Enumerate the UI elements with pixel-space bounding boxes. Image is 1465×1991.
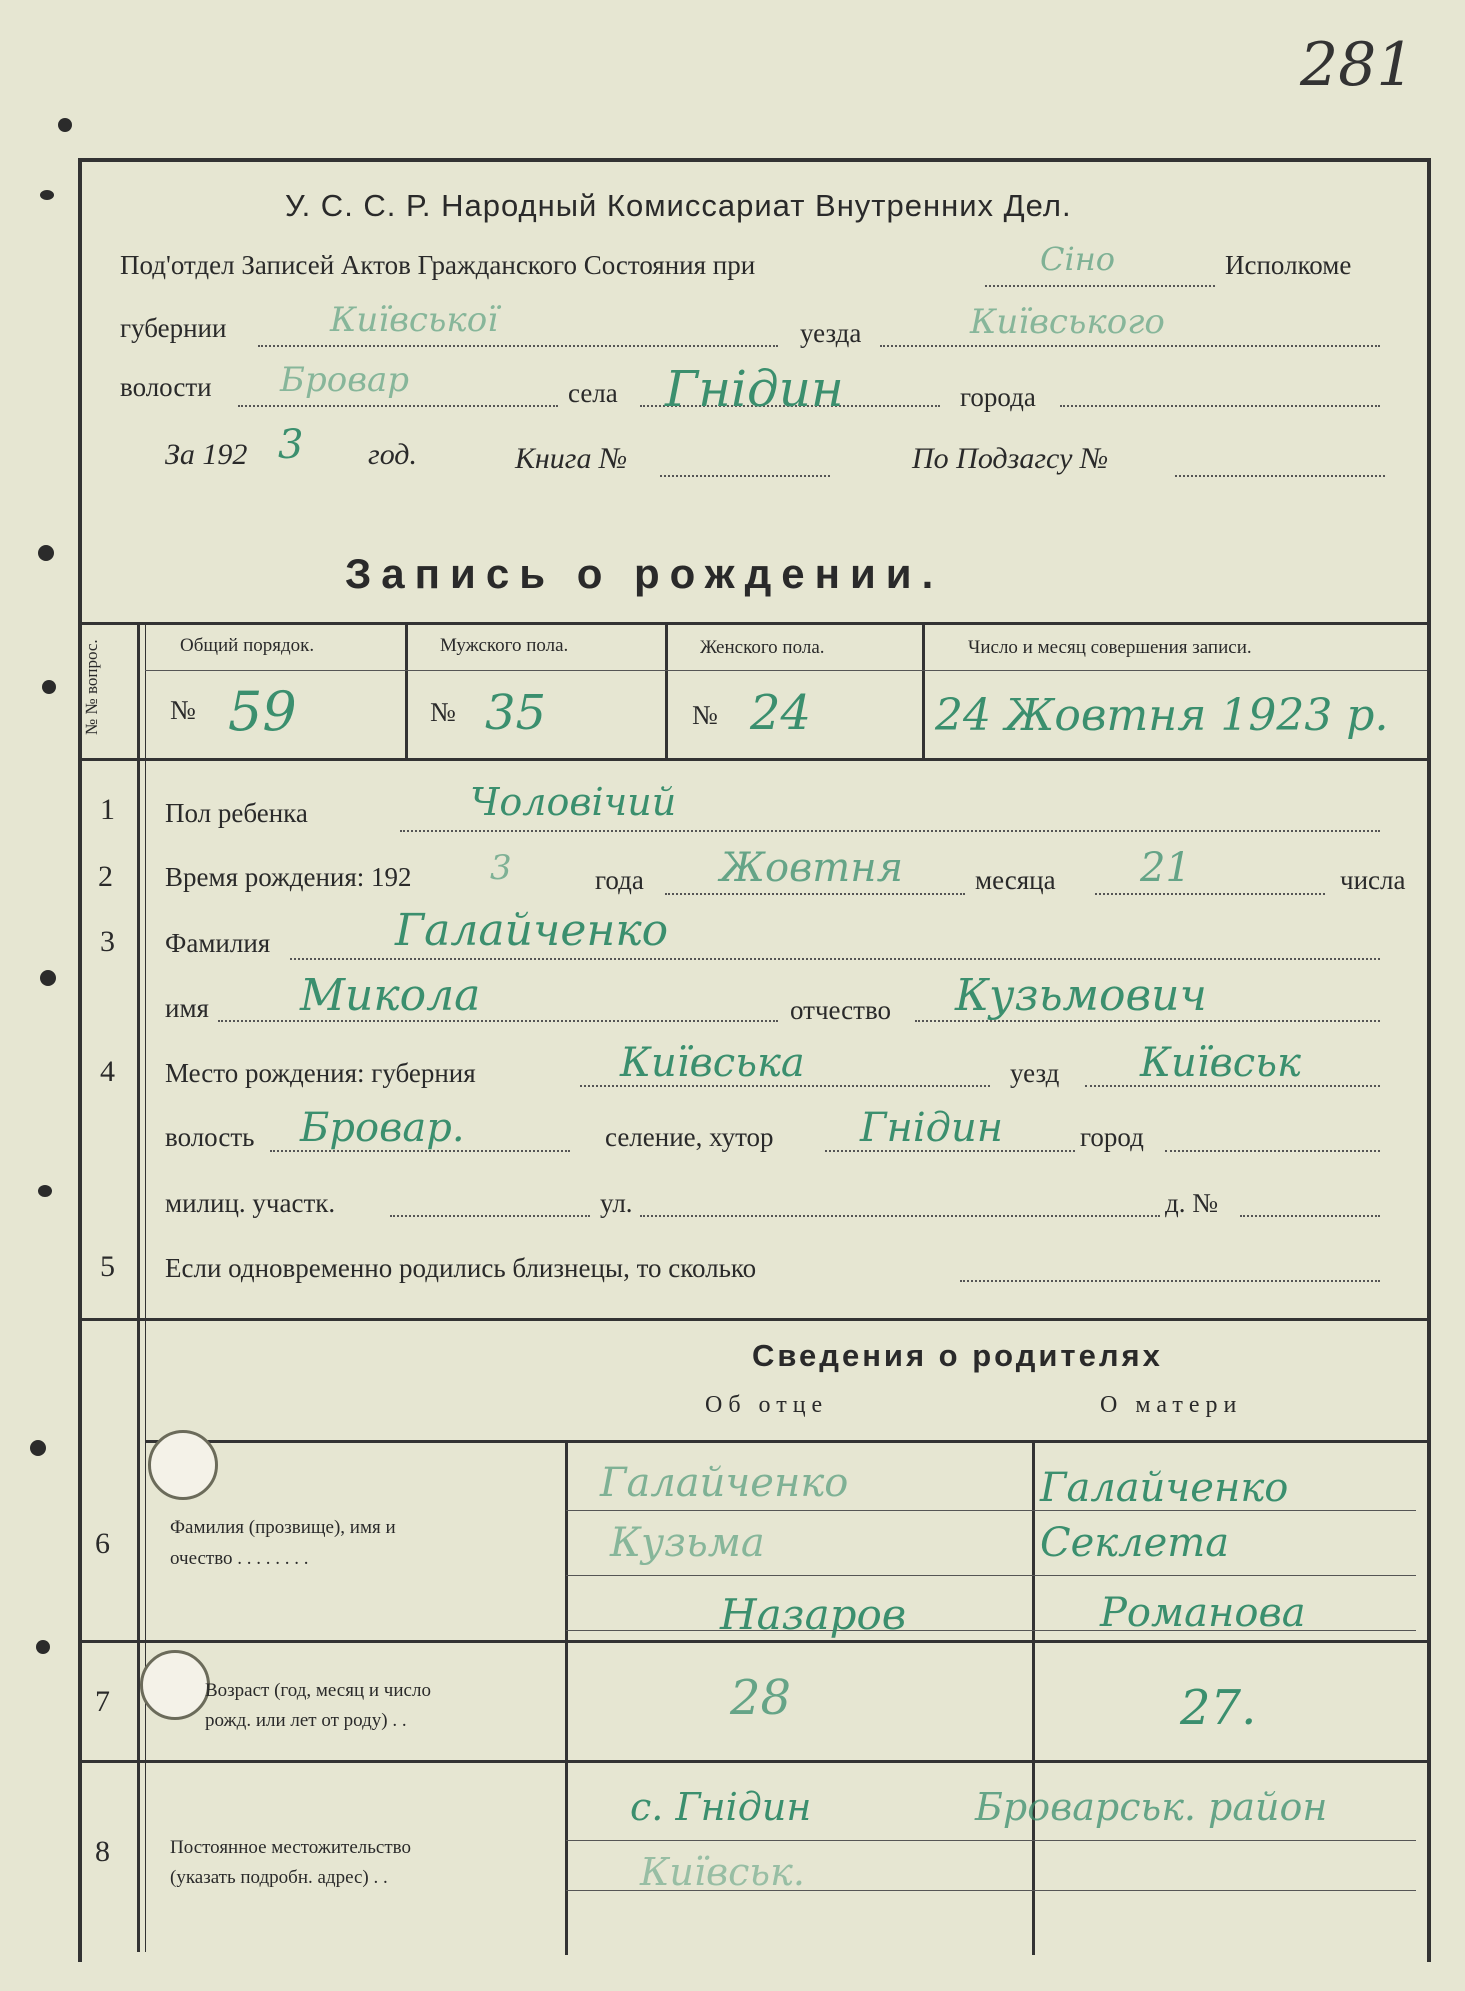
q3-familia: Фамилия (165, 928, 271, 958)
uezd-label: уезда (800, 318, 862, 348)
q5-label: Если одновременно родились близнецы, то сколько (165, 1253, 757, 1283)
selo-label: села (568, 378, 618, 408)
birth-uezd: Київськ (1140, 1040, 1301, 1086)
binder-hole (38, 545, 54, 561)
q4-number: 4 (100, 1055, 115, 1088)
father-address-1: с. Гнідин (630, 1785, 812, 1829)
q4-milic-label: милиц. участк. (165, 1188, 336, 1218)
mother-header: О матери (1100, 1392, 1243, 1418)
father-patronymic: Назаров (720, 1590, 907, 1639)
child-surname: Галайченко (395, 905, 669, 956)
hw-guberniya: Київської (330, 300, 499, 340)
q5-number: 5 (100, 1250, 115, 1283)
punch-hole (148, 1430, 218, 1500)
hw-selo: Гнідин (665, 360, 844, 418)
year-label: За 192 (165, 438, 248, 471)
q4-label: Место рождения: губерния (165, 1058, 476, 1088)
q3-imya: имя (165, 993, 209, 1023)
vopros-label: № № вопрос. (82, 639, 101, 735)
hw-volost: Бровар (280, 360, 410, 400)
general-number: 59 (228, 680, 297, 743)
father-name: Кузьма (610, 1520, 765, 1566)
father-address-2: Київськ. (640, 1850, 805, 1894)
birth-village: Гнідин (860, 1105, 1004, 1151)
birth-day: 21 (1140, 845, 1191, 891)
mother-address-1: Броварськ. район (975, 1785, 1328, 1829)
guberniya-label: губернии (120, 313, 227, 343)
no-sign: № (170, 695, 196, 725)
binder-hole (38, 1185, 52, 1197)
binder-hole (36, 1640, 50, 1654)
binder-hole (58, 118, 72, 132)
hw-uezd: Київського (970, 302, 1165, 342)
q6-label-1: Фамилия (прозвище), имя и (170, 1517, 396, 1538)
q4-uezd-label: уезд (1010, 1058, 1060, 1088)
book-label: Книга № (515, 442, 628, 475)
q4-selenie-label: селение, хутор (605, 1122, 774, 1152)
volost-label: волости (120, 372, 212, 402)
q4-gorod-label: город (1080, 1122, 1144, 1152)
header-line1: У. С. С. Р. Народный Комиссариат Внутренних Дел. (285, 188, 1072, 223)
q1-label: Пол ребенка (165, 798, 308, 828)
q4-ul-label: ул. (600, 1188, 633, 1218)
col-female-header: Женского пола. (700, 637, 825, 658)
col-date-header: Число и месяц совершения записи. (968, 637, 1252, 658)
q6-label-2: очество . . . . . . . . (170, 1548, 309, 1569)
q2-label: Время рождения: 192 (165, 862, 412, 892)
q1-number: 1 (100, 793, 115, 826)
col-male-header: Мужского пола. (440, 635, 569, 656)
q3-number: 3 (100, 925, 115, 958)
q7-number: 7 (95, 1685, 110, 1718)
q8-label-2: (указать подробн. адрес) . . (170, 1867, 388, 1888)
q2-number: 2 (98, 860, 113, 893)
col-general-header: Общий порядок. (180, 635, 315, 656)
page-title: Запись о рождении. (345, 550, 944, 597)
binder-hole (42, 680, 56, 694)
q2-goda: года (595, 865, 644, 895)
q8-number: 8 (95, 1835, 110, 1868)
q8-label-1: Постоянное местожительство (170, 1837, 412, 1858)
q2-mesyaca: месяца (975, 865, 1056, 895)
no-sign: № (430, 697, 456, 727)
parents-title: Сведения о родителях (752, 1338, 1163, 1373)
father-header: Об отце (705, 1392, 829, 1418)
binder-hole (30, 1440, 46, 1456)
record-date: 24 Жовтня 1923 р. (935, 690, 1389, 741)
child-patronymic: Кузьмович (955, 970, 1207, 1021)
q7-label-1: Возраст (год, месяц и число (205, 1680, 431, 1701)
q4-dom-label: д. № (1165, 1188, 1218, 1218)
mother-surname: Галайченко (1040, 1465, 1289, 1511)
birth-year-digit: 3 (490, 848, 512, 888)
year-suffix: год. (368, 438, 417, 471)
q4-volost-label: волость (165, 1122, 255, 1152)
birth-month: Жовтня (720, 845, 904, 891)
header-line2-suffix: Исполкоме (1225, 250, 1352, 280)
father-surname: Галайченко (600, 1460, 849, 1506)
child-sex: Чоловічий (470, 780, 677, 824)
mother-age: 27. (1180, 1680, 1257, 1736)
q7-label-2: рожд. или лет от роду) . . (205, 1710, 407, 1731)
mother-patronymic: Романова (1100, 1590, 1306, 1636)
female-number: 24 (750, 685, 812, 741)
gorod-label: города (960, 382, 1036, 412)
no-sign: № (692, 700, 718, 730)
hw-year: 3 (278, 422, 304, 468)
hw-ispolkom: Сіно (1040, 240, 1116, 278)
father-age: 28 (730, 1670, 792, 1726)
birth-guberniya: Київська (620, 1040, 805, 1086)
q2-chisla: числа (1340, 865, 1406, 895)
mother-name: Секлета (1040, 1520, 1230, 1566)
header-line2-prefix: Под'отдел Записей Актов Гражданского Состояния при (120, 250, 756, 280)
q3-otchestvo: отчество (790, 995, 892, 1025)
q6-number: 6 (95, 1527, 110, 1560)
archive-number: 281 (1300, 30, 1415, 100)
punch-hole (140, 1650, 210, 1720)
binder-hole (40, 190, 54, 200)
binder-hole (40, 970, 56, 986)
child-name: Микола (300, 970, 481, 1021)
birth-volost: Бровар. (300, 1105, 465, 1151)
male-number: 35 (485, 685, 547, 741)
podzagsu-label: По Подзагсу № (912, 442, 1109, 475)
